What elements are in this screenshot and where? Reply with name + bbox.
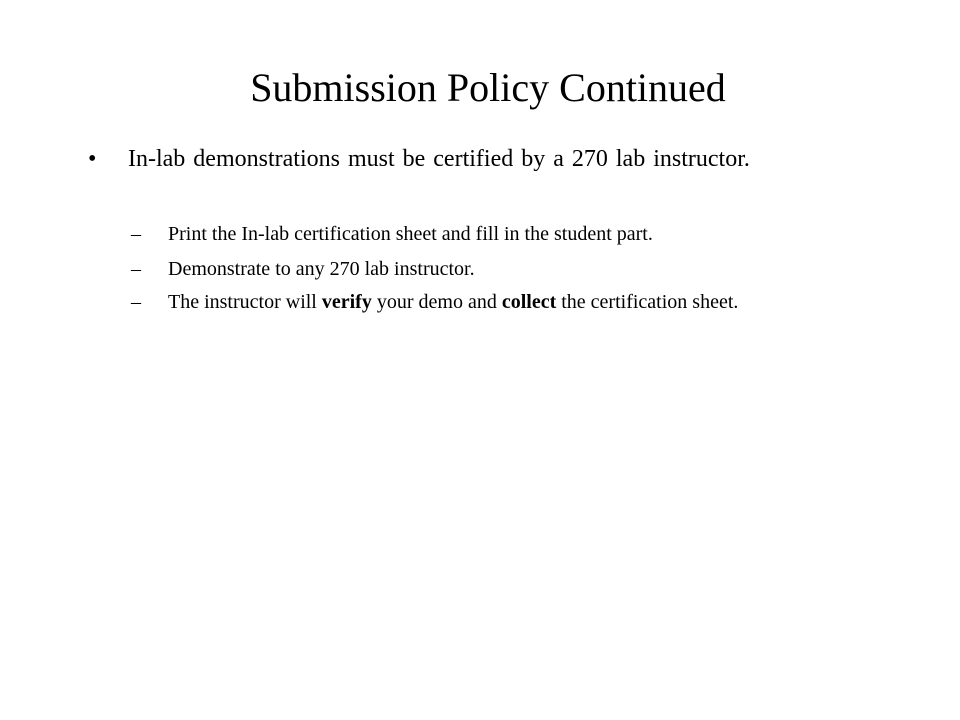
dash-marker: – [131,223,141,245]
sub-item-text: Demonstrate to any 270 lab instructor. [168,258,475,280]
sub-item-text-part: the certification sheet. [556,291,739,313]
sub-item-text-part: The instructor will [168,291,322,313]
bullet-marker: • [88,146,97,172]
bullet-text: In-lab demonstrations must be certified by a 270 lab instructor. [128,146,750,172]
sub-item-text: Print the In-lab certification sheet and fill in the student part. [168,223,653,245]
sub-item-text [168,288,873,316]
dash-marker: – [131,258,141,280]
slide-title: Submission Policy Continued [250,65,726,110]
sub-item-text-part: your demo and [371,291,502,313]
dash-marker: – [131,291,141,313]
emphasis-verify: verify [321,291,372,313]
emphasis-collect: collect [501,291,557,313]
